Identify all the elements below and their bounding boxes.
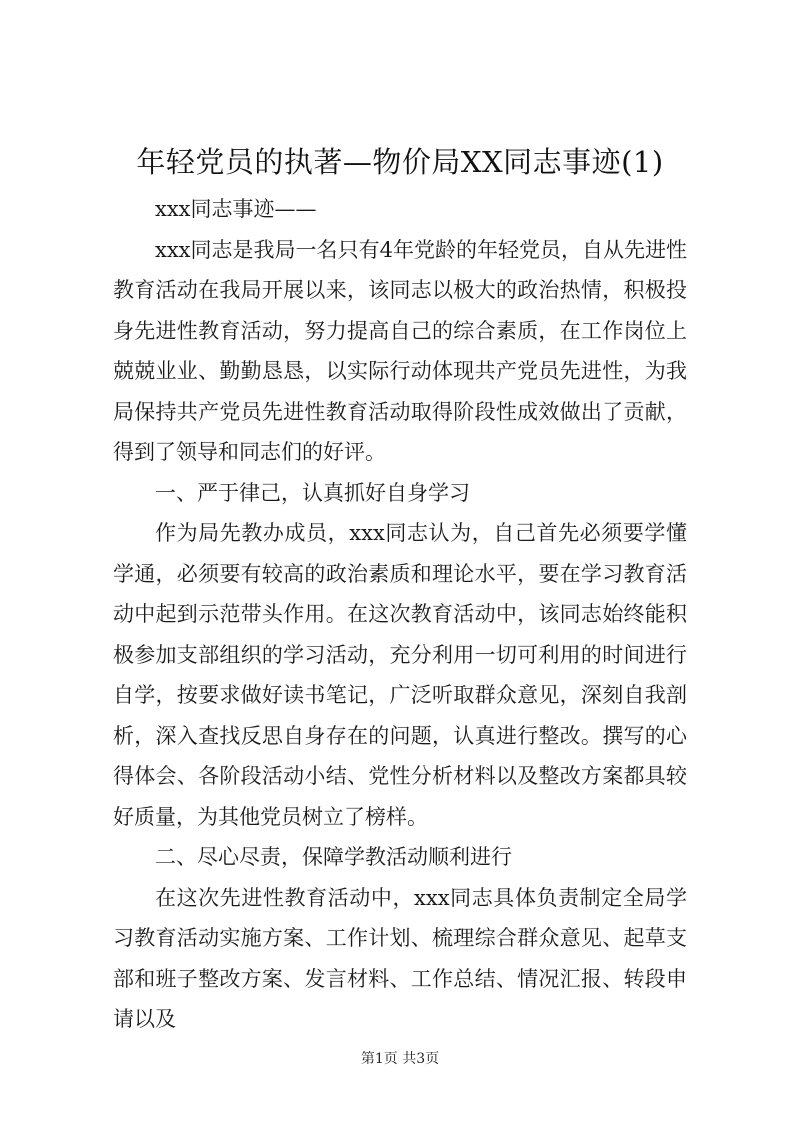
paragraph-intro: xxx同志是我局一名只有4年党龄的年轻党员，自从先进性教育活动在我局开展以来，该同志以极大的政治热情，积极投身先进性教育活动，努力提高自己的综合素质，在工作岗位上兢兢业业、勤勤恳恳，以实际行动体现共产党员先进性，为我局保持共产党员先进性教育活动取得阶段性成效做出了贡献，得到了领导和同志们的好评。 [113, 237, 687, 464]
paragraph-section-2: 在这次先进性教育活动中，xxx同志具体负责制定全局学习教育活动实施方案、工作计划、梳理综合群众意见、起草支部和班子整改方案、发言材料、工作总结、情况汇报、转段申请以及 [113, 885, 687, 1031]
section-heading-2: 二、尽心尽责，保障学教活动顺利进行 [155, 845, 512, 869]
document-body [113, 189, 687, 1040]
page-footer: 第1页 共3页 [360, 1051, 440, 1067]
paragraph-subtitle: xxx同志事迹—— [155, 197, 317, 221]
document-title: 年轻党员的执著—物价局XX同志事迹(1) [136, 145, 664, 179]
section-heading-1: 一、严于律己，认真抓好自身学习 [155, 480, 470, 505]
paragraph-section-1: 作为局先教办成员，xxx同志认为，自己首先必须要学懂学通，必须要有较高的政治素质和理论水平，要在学习教育活动中起到示范带头作用。在这次教育活动中，该同志始终能积极参加支部组织的学习活动，充分利用一切可利用的时间进行自学，按要求做好读书笔记，广泛听取群众意见，深刻自我剖析，深入查找反思自身存在的问题，认真进行整改。撰写的心得体会、各阶段活动小结、党性分析材料以及整改方案都具较好质量，为其他党员树立了榜样。 [113, 521, 687, 829]
